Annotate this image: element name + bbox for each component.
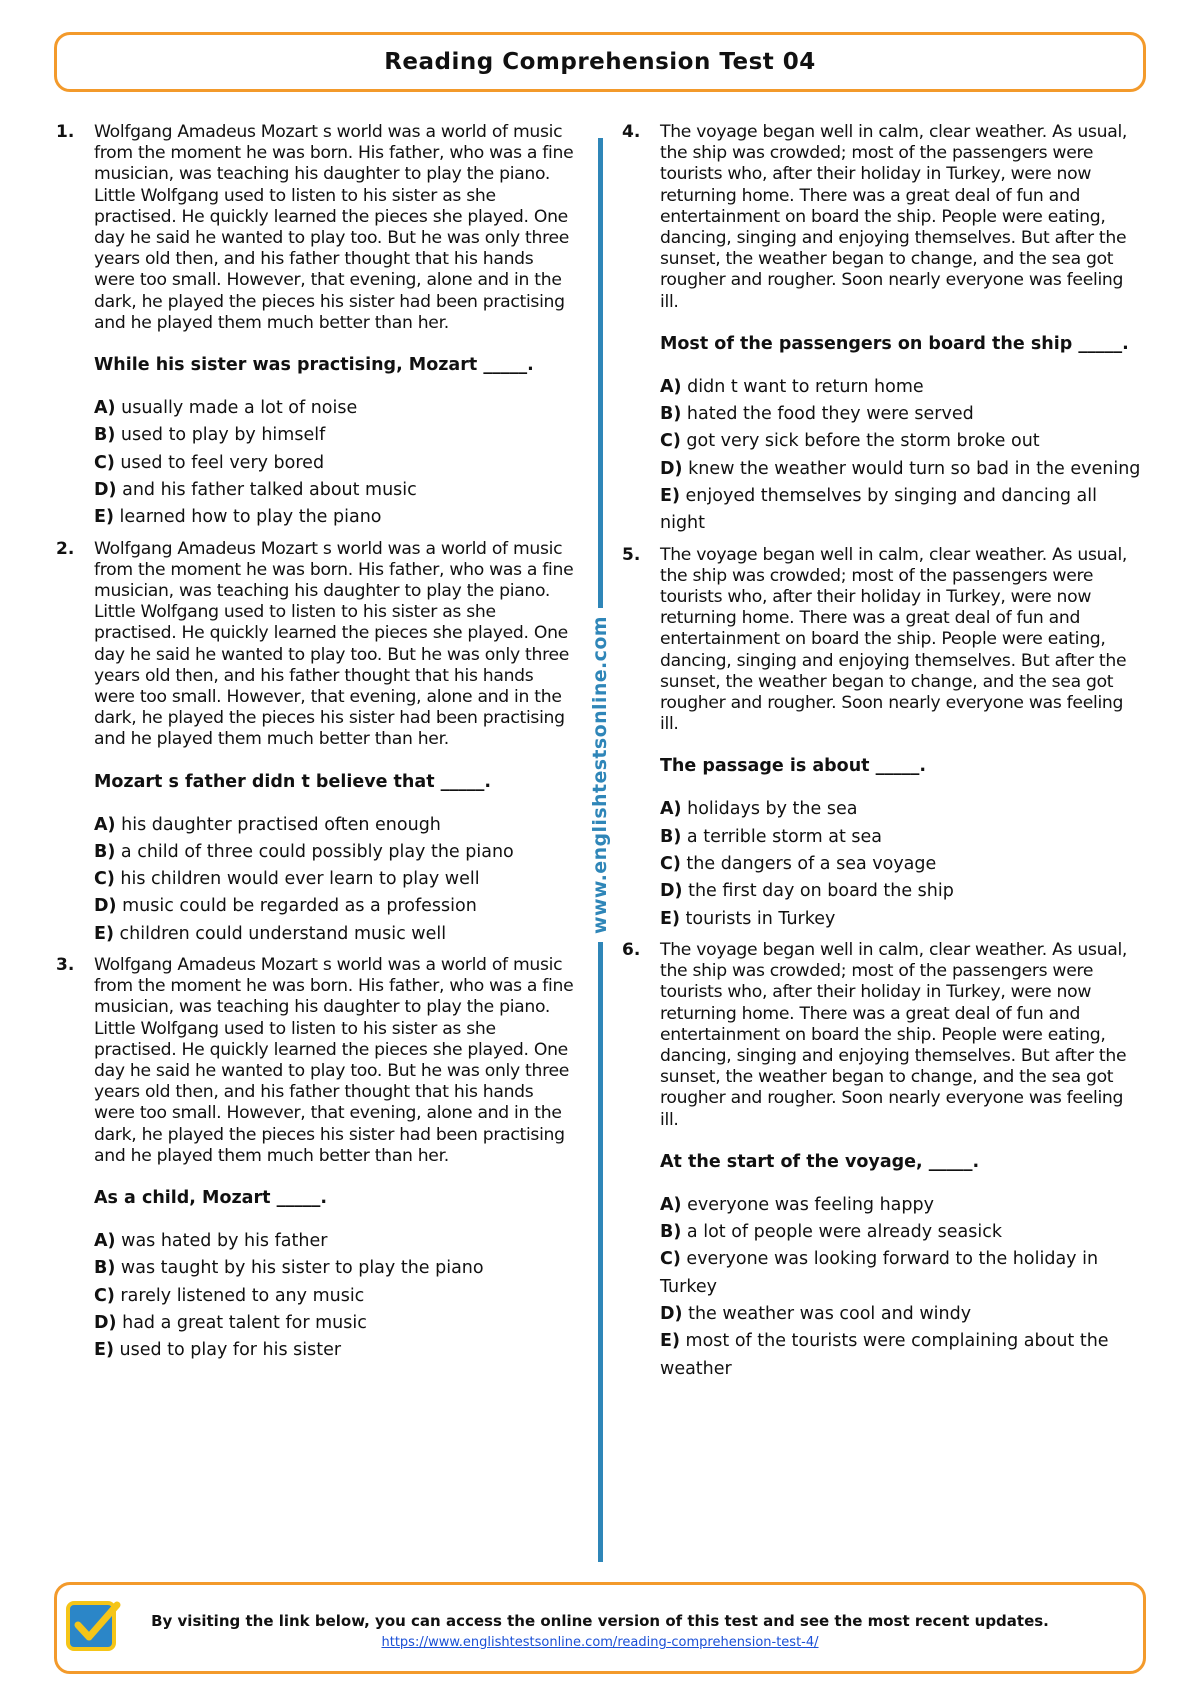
option-letter: D) [660, 881, 683, 902]
option-letter: D) [660, 458, 683, 479]
question-passage: The voyage began well in calm, clear weather. As usual, the ship was crowded; most of the passengers were tourists who, after their holiday in Turkey, were now returning home. There was a great deal of fun and entertainment on board the ship. People were eating, dancing, singing and enjoying themselves. But after the sunset, the weather began to change, and the sea got rougher and rougher. Soon nearly everyone was feeling ill. [660, 939, 1128, 1130]
option-letter: D) [94, 896, 117, 917]
option-text: used to feel very bored [120, 452, 325, 473]
answer-option-e[interactable] [94, 1337, 576, 1364]
option-letter: C) [94, 1285, 115, 1306]
answer-option-d[interactable] [660, 456, 1142, 483]
option-text: rarely listened to any music [120, 1285, 365, 1306]
answer-option-a[interactable] [94, 1228, 576, 1255]
answer-option-d[interactable] [94, 477, 576, 504]
answer-option-a[interactable] [94, 395, 576, 422]
option-letter: E) [94, 1340, 114, 1361]
question-5 [622, 545, 1142, 933]
left-column [56, 122, 576, 1372]
answer-option-b[interactable] [660, 1219, 1142, 1246]
column-divider-bottom [598, 942, 603, 1562]
answer-option-a[interactable] [660, 1192, 1142, 1219]
option-text: holidays by the sea [687, 799, 858, 820]
option-letter: C) [660, 1249, 681, 1270]
answer-option-a[interactable] [94, 812, 576, 839]
option-letter: C) [660, 431, 681, 452]
answer-option-e[interactable] [660, 906, 1142, 933]
answer-option-d[interactable] [660, 878, 1142, 905]
question-number: 5. [622, 544, 641, 565]
answer-option-b[interactable] [660, 401, 1142, 428]
footer-box [54, 1582, 1146, 1674]
option-text: was hated by his father [121, 1231, 328, 1252]
question-number: 3. [56, 955, 75, 976]
question-prompt: As a child, Mozart _____. [94, 1188, 327, 1209]
question-number: 1. [56, 122, 75, 142]
option-text: a terrible storm at sea [686, 826, 883, 847]
answer-options [660, 796, 1142, 932]
option-text: got very sick before the storm broke out [686, 431, 1040, 452]
title-box [54, 32, 1146, 92]
answer-option-e[interactable] [94, 504, 576, 531]
column-divider-top [598, 138, 603, 608]
question-passage: Wolfgang Amadeus Mozart s world was a world of music from the moment he was born. His father, who was a fine musician, was teaching his daughter to play the piano. Little Wolfgang used to listen to his sister as she practised. He quickly learned the pieces she played. One day he said he wanted to play too. But he was only three years old then, and his father thought that his hands were too small. However, that evening, alone and in the dark, he played the pieces his sister had been practising and he played them much better than her. [94, 955, 574, 1166]
question-1 [56, 122, 576, 532]
option-letter: C) [94, 869, 115, 890]
option-text: the weather was cool and windy [688, 1303, 972, 1324]
option-text: used to play by himself [120, 425, 326, 446]
question-number: 4. [622, 122, 641, 142]
option-letter: D) [94, 479, 117, 500]
answer-option-b[interactable] [660, 824, 1142, 851]
footer-message: By visiting the link below, you can access the online version of this test and see the most recent updates. [151, 1612, 1049, 1630]
answer-option-d[interactable] [94, 1310, 576, 1337]
option-text: tourists in Turkey [685, 908, 836, 929]
answer-options [94, 812, 576, 948]
question-prompt: While his sister was practising, Mozart _____. [94, 355, 534, 376]
question-passage: The voyage began well in calm, clear weather. As usual, the ship was crowded; most of the passengers were tourists who, after their holiday in Turkey, were now returning home. There was a great deal of fun and entertainment on board the ship. People were eating, dancing, singing and enjoying themselves. But after the sunset, the weather began to change, and the sea got rougher and rougher. Soon nearly everyone was feeling ill. [660, 122, 1128, 312]
option-text: had a great talent for music [122, 1312, 367, 1333]
option-letter: E) [660, 908, 680, 929]
option-text: learned how to play the piano [119, 507, 382, 528]
option-text: the first day on board the ship [688, 881, 954, 902]
answer-options [660, 374, 1142, 538]
option-letter: C) [94, 452, 115, 473]
answer-option-c[interactable] [660, 851, 1142, 878]
answer-option-e[interactable] [94, 921, 576, 948]
option-letter: A) [94, 398, 116, 419]
option-text: usually made a lot of noise [121, 398, 358, 419]
option-text: enjoyed themselves by singing and dancing all night [660, 486, 1098, 534]
option-text: music could be regarded as a profession [122, 896, 477, 917]
option-text: everyone was feeling happy [687, 1194, 934, 1215]
question-4 [622, 122, 1142, 538]
option-text: a lot of people were already seasick [686, 1222, 1002, 1243]
option-letter: B) [660, 1222, 682, 1243]
question-number: 2. [56, 538, 75, 559]
option-letter: A) [660, 799, 682, 820]
option-text: everyone was looking forward to the holiday in Turkey [660, 1249, 1099, 1297]
footer-link[interactable]: https://www.englishtestsonline.com/reading-comprehension-test-4/ [381, 1635, 819, 1650]
answer-option-b[interactable] [94, 839, 576, 866]
option-letter: E) [660, 486, 680, 507]
site-watermark: www.englishtestsonline.com [589, 616, 611, 934]
question-prompt: Most of the passengers on board the ship _____. [660, 333, 1129, 354]
right-column [622, 122, 1142, 1390]
answer-option-b[interactable] [94, 1255, 576, 1282]
option-letter: B) [94, 841, 116, 862]
option-letter: D) [660, 1303, 683, 1324]
answer-option-c[interactable] [660, 1246, 1142, 1301]
question-prompt: The passage is about _____. [660, 756, 927, 777]
answer-option-c[interactable] [94, 1283, 576, 1310]
option-letter: A) [94, 814, 116, 835]
answer-option-c[interactable] [94, 866, 576, 893]
option-text: a child of three could possibly play the piano [120, 841, 514, 862]
option-letter: A) [94, 1231, 116, 1252]
question-prompt: At the start of the voyage, _____. [660, 1151, 980, 1172]
question-passage: Wolfgang Amadeus Mozart s world was a world of music from the moment he was born. His father, who was a fine musician, was teaching his daughter to play the piano. Little Wolfgang used to listen to his sister as she practised. He quickly learned the pieces she played. One day he said he wanted to play too. But he was only three years old then, and his father thought that his hands were too small. However, that evening, alone and in the dark, he played the pieces his sister had been practising and he played them much better than her. [94, 538, 574, 750]
option-text: children could understand music well [119, 923, 447, 944]
answer-option-a[interactable] [660, 796, 1142, 823]
option-letter: E) [660, 1331, 680, 1352]
question-prompt: Mozart s father didn t believe that _____. [94, 771, 492, 792]
page-title: Reading Comprehension Test 04 [384, 49, 816, 75]
answer-option-b[interactable] [94, 422, 576, 449]
option-letter: E) [94, 923, 114, 944]
answer-option-e[interactable] [660, 1328, 1142, 1383]
answer-options [660, 1192, 1142, 1383]
option-text: and his father talked about music [122, 479, 417, 500]
option-text: was taught by his sister to play the piano [120, 1258, 484, 1279]
question-passage: Wolfgang Amadeus Mozart s world was a world of music from the moment he was born. His father, who was a fine musician, was teaching his daughter to play the piano. Little Wolfgang used to listen to his sister as she practised. He quickly learned the pieces she played. One day he said he wanted to play too. But he was only three years old then, and his father thought that his hands were too small. However, that evening, alone and in the dark, he played the pieces his sister had been practising and he played them much better than her. [94, 122, 574, 333]
option-letter: B) [660, 404, 682, 425]
answer-option-d[interactable] [94, 893, 576, 920]
option-text: knew the weather would turn so bad in the evening [688, 458, 1141, 479]
option-letter: B) [94, 425, 116, 446]
answer-options [94, 395, 576, 531]
answer-options [94, 1228, 576, 1364]
option-letter: C) [660, 854, 681, 875]
question-6 [622, 940, 1142, 1383]
option-text: his daughter practised often enough [121, 814, 441, 835]
question-3 [56, 955, 576, 1365]
answer-option-c[interactable] [94, 450, 576, 477]
answer-option-e[interactable] [660, 483, 1142, 538]
option-text: the dangers of a sea voyage [686, 854, 937, 875]
answer-option-a[interactable] [660, 374, 1142, 401]
question-passage: The voyage began well in calm, clear weather. As usual, the ship was crowded; most of the passengers were tourists who, after their holiday in Turkey, were now returning home. There was a great deal of fun and entertainment on board the ship. People were eating, dancing, singing and enjoying themselves. But after the sunset, the weather began to change, and the sea got rougher and rougher. Soon nearly everyone was feeling ill. [660, 544, 1128, 735]
option-text: didn t want to return home [687, 376, 924, 397]
answer-option-d[interactable] [660, 1301, 1142, 1328]
option-letter: D) [94, 1312, 117, 1333]
question-number: 6. [622, 939, 641, 960]
question-2 [56, 539, 576, 949]
option-letter: E) [94, 507, 114, 528]
option-text: most of the tourists were complaining about the weather [660, 1331, 1109, 1379]
option-letter: B) [94, 1258, 116, 1279]
option-text: hated the food they were served [686, 404, 974, 425]
option-letter: A) [660, 1194, 682, 1215]
answer-option-c[interactable] [660, 428, 1142, 455]
option-letter: A) [660, 376, 682, 397]
option-text: his children would ever learn to play well [120, 869, 480, 890]
option-text: used to play for his sister [119, 1340, 342, 1361]
option-letter: B) [660, 826, 682, 847]
